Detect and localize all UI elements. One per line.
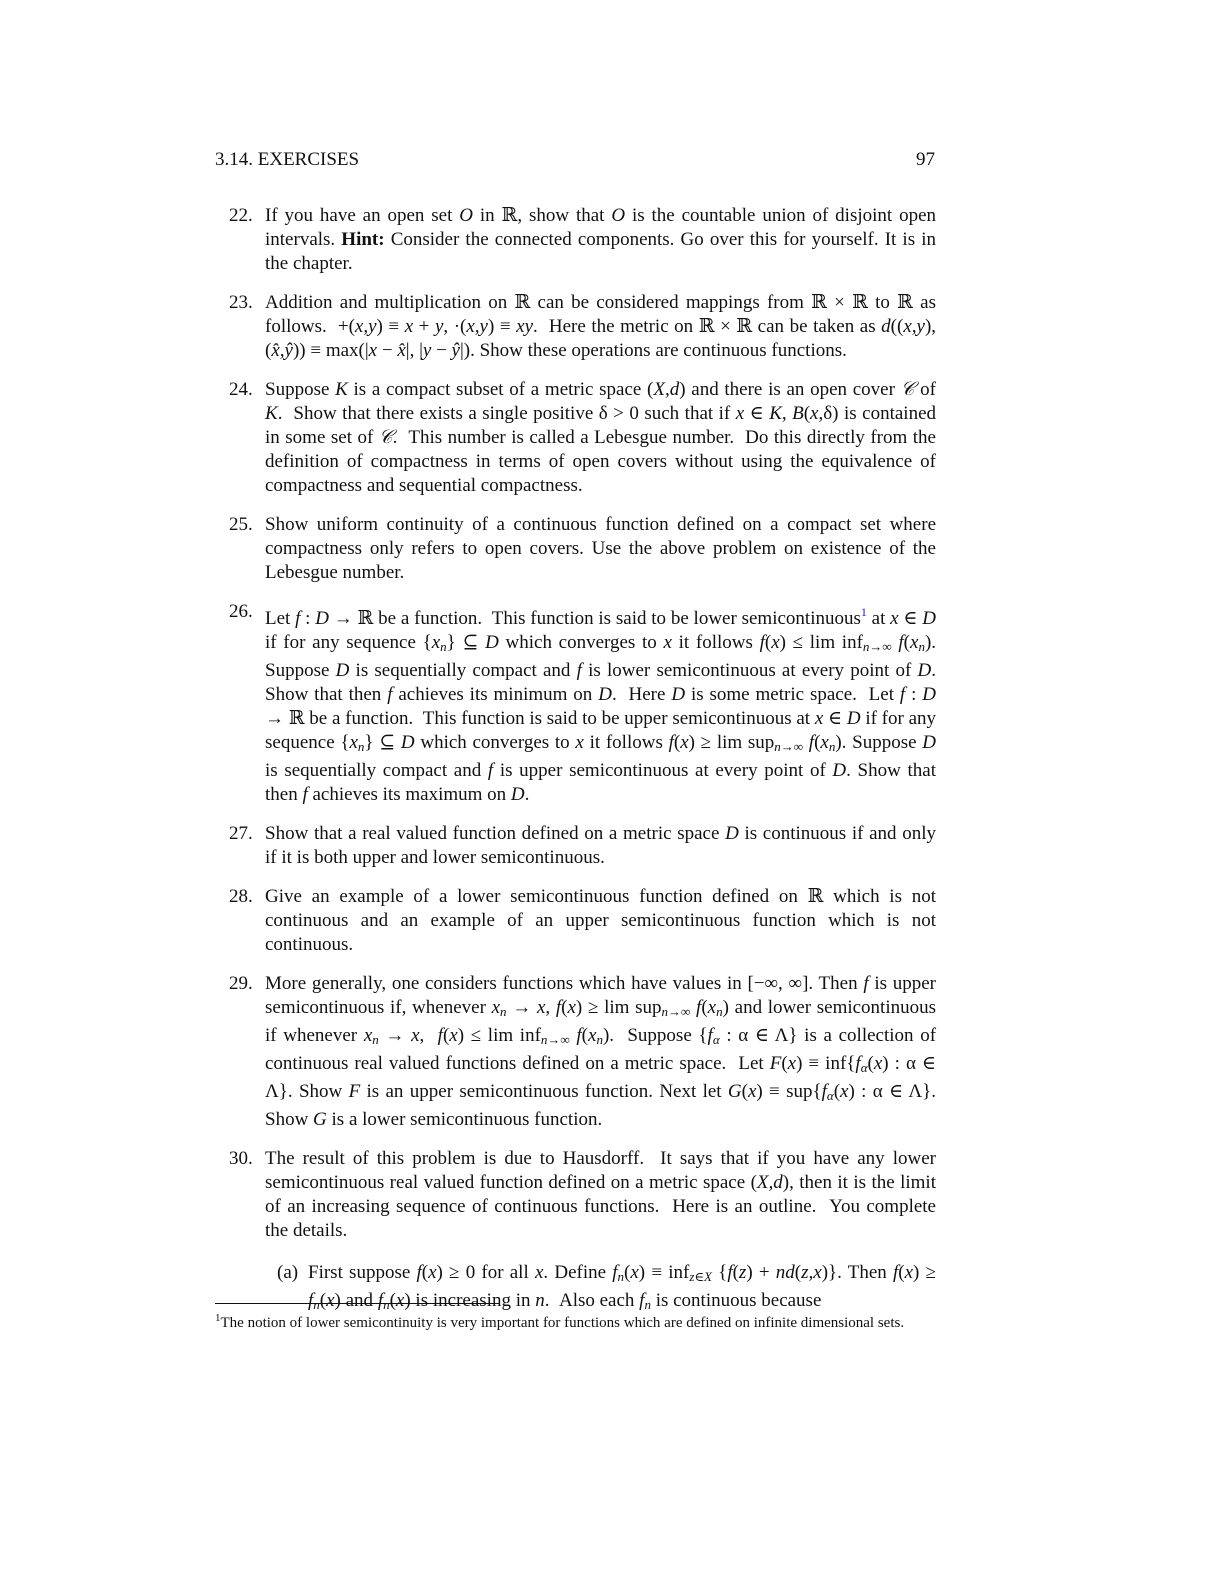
footnote-text: The notion of lower semicontinuity is very important for functions which are defined on infinite dimensional sets. [220, 1315, 905, 1331]
exercise-23 [215, 291, 936, 363]
exercise-text: Give an example of a lower semicontinuous function defined on ℝ which is not continuous and an example of an upper semicontinuous function which is not continuous. [265, 886, 936, 955]
footnote-rule [215, 1303, 500, 1304]
exercise-text: Suppose K is a compact subset of a metric space (X,d) and there is an open cover 𝒞 of K. Show that there exists a single positive δ > 0 such that if x ∈ K, B(x,δ) is contained in some set of 𝒞. This number is called a Lebesgue number. Do this directly from the definition of compactness in terms of open covers without using the equivalence of compactness and sequential compactness. [265, 379, 937, 496]
section-title: 3.14. EXERCISES [215, 149, 360, 170]
running-header [215, 148, 935, 172]
exercise-22 [215, 204, 936, 276]
exercise-number: 22. [229, 205, 253, 226]
footnote-mark: 1 [215, 1312, 221, 1324]
exercise-number: 25. [229, 514, 253, 535]
exercise-text: Show uniform continuity of a continuous function defined on a compact set where compactness only refers to open covers. Use the above problem on existence of the Lebesgue number. [265, 514, 936, 583]
exercise-number: 24. [229, 379, 253, 400]
exercise-text: Let f : D → ℝ be a function. This function is said to be lower semicontinuous$^1$ at x ∈ D if for any sequence {xn} ⊆ D which converges to x it follows f(x) ≤ lim infn→∞ f(xn). Suppose D is sequentially compact and f is lower semicontinuous at every point of D. Show that then f achieves its minimum on D. Here D is some metric space. Let f : D → ℝ be a function. This function is said to be upper semicontinuous at x ∈ D if for any sequence {xn} ⊆ D which converges to x it follows f(x) ≥ lim supn→∞ f(xn). Suppose D is sequentially compact and f is upper semicontinuous at every point of D. Show that then f achieves its maximum on D. [265, 605, 937, 805]
subitem-label: (a) [277, 1262, 299, 1283]
exercise-text: If you have an open set O in ℝ, show that O is the countable union of disjoint open intervals. Hint: Consider the connected components. Go over this for yourself. It is in the chapter. [265, 205, 936, 274]
subitem-text: First suppose f(x) ≥ 0 for all x. Define fn(x) ≡ infz∈X {f(z) + nd(z,x)}. Then f(x) ≥ fn(x) and fn(x) is increasing in n. Also each fn is continuous because [308, 1262, 937, 1312]
exercise-list [215, 204, 936, 1332]
exercise-30 [215, 1147, 936, 1317]
exercise-text: The result of this problem is due to Hausdorff. It says that if you have any lower semicontinuous real valued function defined on a metric space (X,d), then it is the limit of an increasing sequence of continuous functions. Here is an outline. You complete the details. [265, 1148, 936, 1241]
exercise-24 [215, 378, 936, 498]
exercise-number: 26. [229, 601, 253, 622]
exercise-27 [215, 822, 936, 870]
footnote [215, 1303, 936, 1333]
exercise-number: 23. [229, 292, 253, 313]
exercise-text: Show that a real valued function defined on a metric space D is continuous if and only if it is both upper and lower semicontinuous. [265, 823, 936, 868]
page-number: 97 [916, 149, 935, 170]
footnote-marker[interactable]: 1 [860, 605, 867, 619]
exercise-number: 29. [229, 973, 253, 994]
exercise-26 [215, 600, 936, 807]
exercise-text: More generally, one considers functions which have values in [−∞, ∞]. Then f is upper semicontinuous if, whenever xn → x, f(x) ≥ lim supn→∞ f(xn) and lower semicontinuous if whenever xn → x, f(x) ≤ lim infn→∞ f(xn). Suppose {fα : α ∈ Λ} is a collection of continuous real valued functions defined on a metric space. Let F(x) ≡ inf{fα(x) : α ∈ Λ}. Show F is an upper semicontinuous function. Next let G(x) ≡ sup{fα(x) : α ∈ Λ}. Show G is a lower semicontinuous function. [265, 973, 937, 1130]
exercise-number: 28. [229, 886, 253, 907]
exercise-29 [215, 972, 936, 1132]
exercise-number: 30. [229, 1148, 253, 1169]
exercise-25 [215, 513, 936, 585]
exercise-28 [215, 885, 936, 957]
exercise-number: 27. [229, 823, 253, 844]
exercise-text: Addition and multiplication on ℝ can be considered mappings from ℝ × ℝ to ℝ as follows. +(x,y) ≡ x + y, ·(x,y) ≡ xy. Here the metric on ℝ × ℝ can be taken as d((x,y), (x̂,ŷ)) ≡ max(|x − x̂|, |y − ŷ|). Show these operations are continuous functions. [265, 292, 937, 361]
